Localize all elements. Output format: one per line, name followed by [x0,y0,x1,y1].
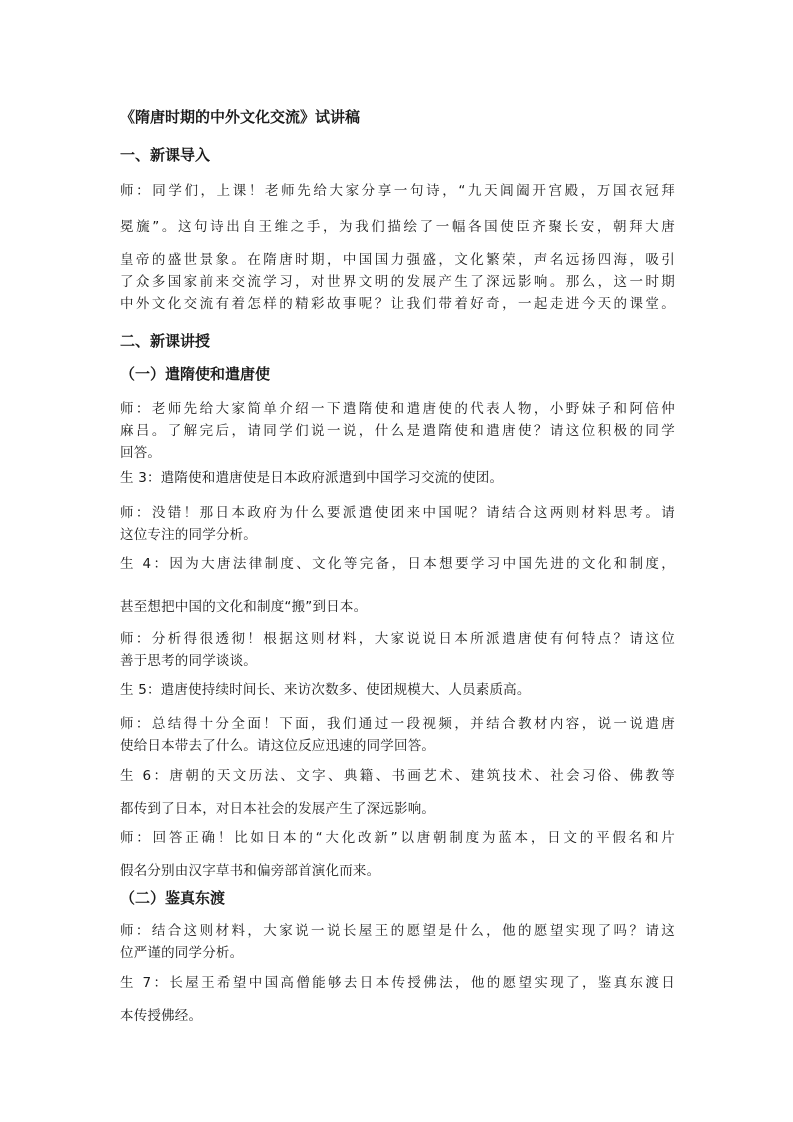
intro-paragraph [120,180,675,315]
dialogue-line: 生 6：唐朝的天文历法、文字、典籍、书画艺术、建筑技术、社会习俗、佛教等 [120,768,675,784]
dialogue-line: 甚至想把中国的文化和制度“搬”到日本。 [120,599,368,615]
dialogue-line: 假名分别由汉字草书和偏旁部首演化而来。 [120,863,381,879]
dialogue-line: 师：分析得很透彻！根据这则材料，大家说说日本所派遣唐使有何特点？请这位 [120,631,675,647]
dialogue-line: 本传授佛经。 [120,1008,203,1024]
dialogue-line: 生 7：长屋王希望中国高僧能够去日本传授佛法，他的愿望实现了，鉴真东渡日 [120,975,675,991]
section-heading-lecture: 二、新课讲授 [120,332,211,350]
intro-line: 中外文化交流有着怎样的精彩故事呢？让我们带着好奇，一起走进今天的课堂。 [120,296,675,312]
dialogue-paragraph [120,398,675,464]
dialogue-paragraph [120,765,675,820]
dialogue-line: 师：没错！那日本政府为什么要派遣使团来中国呢？请结合这两则材料思考。请 [120,505,675,521]
dialogue-line: 师：总结得十分全面！下面，我们通过一段视频，并结合教材内容，说一说遣唐 [120,716,675,732]
dialogue-paragraph [120,553,675,618]
dialogue-line: 位严谨的同学分析。 [120,945,244,961]
intro-line: 了众多国家前来交流学习，对世界文明的发展产生了深远影响。那么，这一时期 [120,274,675,290]
dialogue-paragraph [120,467,675,489]
dialogue-line: 都传到了日本，对日本社会的发展产生了深远影响。 [120,801,436,817]
dialogue-line: 生 3：遣隋使和遣唐使是日本政府派遣到中国学习交流的使团。 [120,470,504,486]
dialogue-line: 回答。 [120,445,162,461]
dialogue-line: 生 5：遣唐使持续时间长、来访次数多、使团规模大、人员素质高。 [120,682,531,698]
dialogue-line: 使给日本带去了什么。请这位反应迅速的同学回答。 [120,738,436,754]
dialogue-line: 这位专注的同学分析。 [120,527,257,543]
dialogue-line: 生 4：因为大唐法律制度、文化等完备，日本想要学习中国先进的文化和制度， [120,556,675,572]
document-title: 《隋唐时期的中外文化交流》试讲稿 [120,108,361,126]
dialogue-paragraph [120,920,675,964]
section-heading-intro: 一、新课导入 [120,146,211,164]
dialogue-paragraph [120,972,675,1027]
dialogue-line: 麻吕。了解完后，请同学们说一说，什么是遣隋使和遣唐使？请这位积极的同学 [120,423,675,439]
dialogue-paragraph [120,827,675,882]
intro-line: 冕旒”。这句诗出自王维之手，为我们描绘了一幅各国使臣齐聚长安，朝拜大唐 [120,219,675,235]
subheading-envoys: （一）遣隋使和遣唐使 [120,365,271,383]
dialogue-paragraph [120,628,675,672]
intro-line: 皇帝的盛世景象。在隋唐时期，中国国力强盛，文化繁荣，声名远扬四海，吸引 [120,252,675,268]
dialogue-paragraph [120,713,675,757]
dialogue-line: 师：回答正确！比如日本的“大化改新”以唐朝制度为蓝本，日文的平假名和片 [120,830,675,846]
dialogue-paragraph [120,502,675,546]
dialogue-line: 善于思考的同学谈谈。 [120,653,257,669]
subheading-jianzhen: （二）鉴真东渡 [120,889,226,907]
dialogue-paragraph [120,679,675,701]
dialogue-line: 师：老师先给大家简单介绍一下遣隋使和遣唐使的代表人物，小野妹子和阿倍仲 [120,401,675,417]
intro-line: 师：同学们，上课！老师先给大家分享一句诗，“九天阊阖开宫殿，万国衣冠拜 [120,183,675,199]
dialogue-line: 师：结合这则材料，大家说一说长屋王的愿望是什么，他的愿望实现了吗？请这 [120,923,675,939]
